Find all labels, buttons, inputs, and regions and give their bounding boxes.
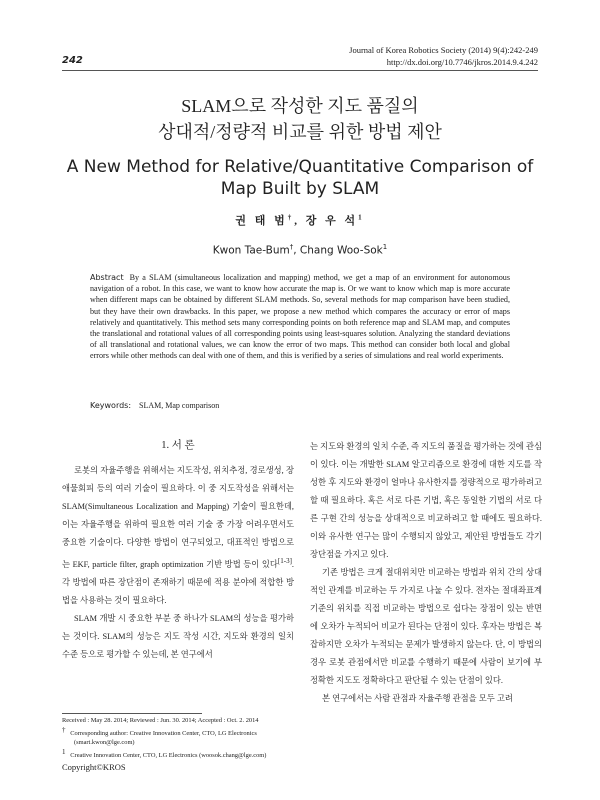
journal-header: [349, 44, 538, 68]
abstract-text: By a SLAM (simultaneous localization and mapping) method, we get a map of an environment for autonomous navigation of a robot. In this case, we want to know how accurate the map is. Or we want to know which map is more accurate when different maps can be obtained by different SLAM methods. So, several methods for map comparison have been studied, but they have their own drawbacks. In this paper, we propose a new method which compares the accuracy or error of maps relatively and quantitatively. This method sets many corresponding points on both reference map and SLAM map, and computes the translational and rotational values of all corresponding points using least-squares solution. Analyzing the standard deviations of all translational and rotational values, we can know the error of two maps. This method can consider both local and global errors while other methods can deal with one of them, and this is verified by a series of simulations and real world experiments.: [90, 273, 510, 361]
citation: [1-3]: [277, 557, 292, 565]
footnotes: [62, 716, 302, 760]
body-column-right: [310, 438, 542, 708]
footnote-mark: †: [62, 725, 66, 734]
paragraph: 본 연구에서는 사람 관점과 자율주행 관점을 모두 고려: [322, 694, 513, 703]
title-korean-line1: SLAM으로 작성한 지도 품질의: [181, 96, 419, 116]
paragraph-text-end: . 각 방법에 따른 장단점이 존재하기 때문에 적용 분야에 적합한 방법을 사용하는 것이 필요하다.: [62, 559, 294, 605]
footnote-coauthor: [62, 748, 302, 761]
authors-korean: 권 태 범†, 장 우 석$^1$: [235, 213, 365, 227]
author-2-english: Chang Woo-Sok: [299, 244, 383, 257]
abstract: [90, 272, 510, 362]
author-1-english: Kwon Tae-Bum: [212, 244, 290, 257]
keywords: [90, 401, 219, 410]
author-1-english-mark: †: [289, 243, 294, 251]
footnote-email[interactable]: (smart.kwon@lge.com): [74, 739, 135, 747]
footnote-text: Creative Innovation Center, CTO, LG Electronics (woosok.chang@lge.com): [70, 751, 267, 759]
header-rule: [62, 70, 538, 71]
footnote-mark: 1: [62, 747, 66, 756]
paragraph-text: 로봇의 자율주행을 위해서는 지도작성, 위치추정, 경로생성, 장애물회피 등의 여러 기술이 필요하다. 이 중 지도작성을 위해서는 SLAM(Simultaneous Localization and Mapping) 기술이 필요한데, 이는 자율주행을 위하여 필요한 여러 기술 중 가장 어려우면서도 중요한 기술이다. 다양한 방법이 연구되었고, 대표적인 방법으로는 EKF, particle filter, graph optimization 기반 방법 등이 있다: [62, 466, 294, 569]
keywords-label: Keywords:: [90, 401, 132, 410]
paragraph: SLAM 개발 시 중요한 부분 중 하나가 SLAM의 성능을 평가하는 것이다. SLAM의 성능은 지도 작성 시간, 지도와 환경의 일치 수준 등으로 평가할 수 있는데, 본 연구에서: [62, 613, 294, 659]
author-1-mark: †: [287, 213, 295, 222]
title-korean: [0, 93, 600, 145]
paragraph: 는 지도와 환경의 일치 수준, 즉 지도의 품질을 평가하는 것에 관심이 있다. 이는 개발한 SLAM 알고리즘으로 환경에 대한 지도를 작성한 후 지도와 환경이 얼마나 유사한지를 정량적으로 평가하려고 할 때 필요하다. 혹은 서로 다른 기법, 혹은 동일한 기법의 서로 다른 구현 간의 성능을 상대적으로 비교하려고 할 때에도 필요하다. 이와 유사한 연구는 많이 수행되지 않았고, 제안된 방법들도 각기 장단점을 가지고 있다.: [310, 442, 542, 559]
paragraph: 기존 방법은 크게 절대위치만 비교하는 방법과 위치 간의 상대적인 관계를 비교하는 두 가지로 나눌 수 있다. 전자는 절대좌표계 기준의 위치를 직접 비교하는 방법으로 쉽다는 장점이 있는 반면에 오차가 누적되어 비교가 된다는 단점이 있다. 후자는 방법은 복잡하지만 오차가 누적되는 문제가 발생하지 않는다. 단, 이 방법의 경우 로봇 관점에서만 비교를 수행하기 때문에 사람이 보기에 부정확한 지도도 정확하다고 판단될 수 있는 단점이 있다.: [310, 568, 542, 685]
author-1-korean: 권 태 범: [235, 215, 288, 227]
author-2-english-mark: 1: [382, 243, 388, 251]
title-english: [0, 156, 600, 200]
body-column-left: [62, 462, 294, 664]
title-english-line1: A New Method for Relative/Quantitative Comparison of: [66, 157, 534, 177]
keywords-text: SLAM, Map comparison: [139, 401, 220, 410]
footnote-corresponding: [62, 726, 302, 739]
title-korean-line2: 상대적/정량적 비교를 위한 방법 제안: [158, 122, 442, 142]
section-heading-introduction: 1. 서 론: [161, 440, 195, 451]
paragraph: [62, 462, 294, 610]
footnote-rule: [62, 713, 202, 714]
footnote-text: Corresponding author: Creative Innovation Center, CTO, LG Electronics: [70, 729, 257, 737]
journal-citation: Journal of Korea Robotics Society (2014) 9(4):242-249: [349, 45, 538, 55]
page-number: 242: [62, 55, 83, 66]
doi-link[interactable]: http://dx.doi.org/10.7746/jkros.2014.9.4.242: [386, 57, 538, 67]
copyright: Copyright©KROS: [62, 762, 126, 772]
received-dates: Received : May 28. 2014; Reviewed : Jun. 30. 2014; Accepted : Oct. 2. 2014: [62, 717, 259, 724]
author-2-korean: 장 우 석: [305, 215, 359, 227]
abstract-label: Abstract: [90, 273, 124, 282]
author-2-mark: 1: [358, 213, 365, 222]
title-english-line2: Map Built by SLAM: [220, 179, 380, 199]
authors-english: Kwon Tae-Bum†, Chang Woo-Sok$^1$: [212, 243, 388, 257]
